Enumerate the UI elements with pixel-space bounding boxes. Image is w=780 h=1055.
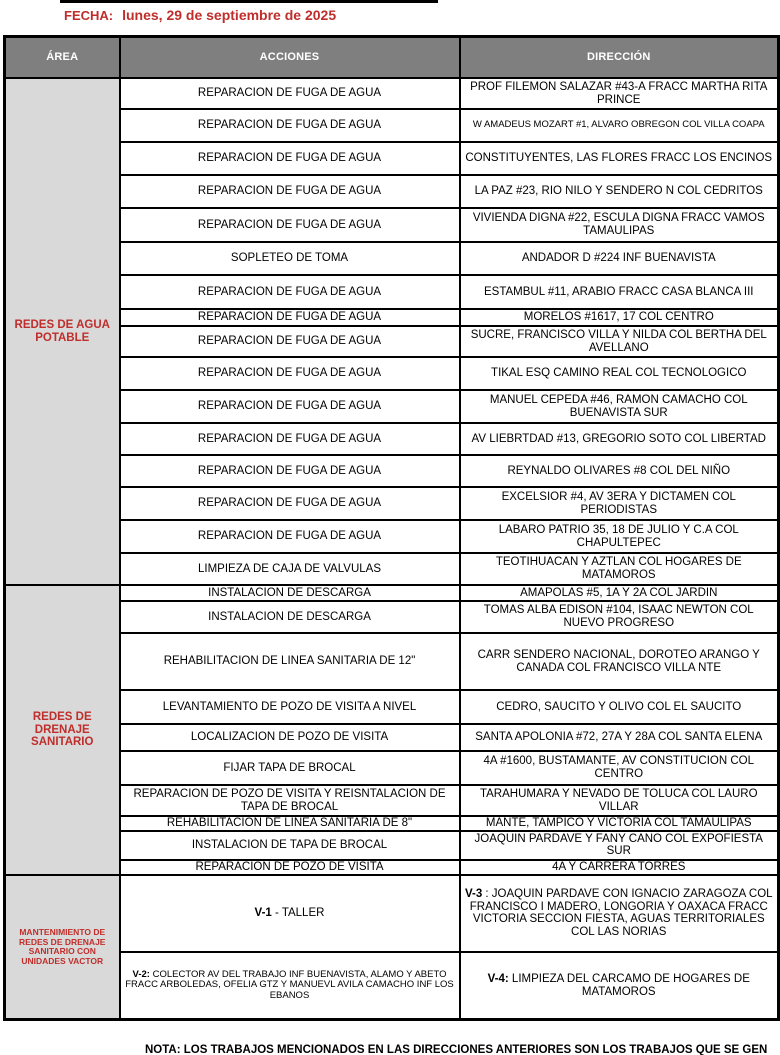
action-cell: REPARACION DE FUGA DE AGUA (120, 390, 460, 423)
table-row (5, 142, 779, 175)
table-row (5, 875, 779, 952)
action-cell: LIMPIEZA DE CAJA DE VALVULAS (120, 553, 460, 585)
column-header-direccion: DIRECCIÓN (460, 37, 779, 79)
table-row (5, 309, 779, 326)
direction-cell: CEDRO, SAUCITO Y OLIVO COL EL SAUCITO (460, 690, 779, 724)
action-cell: REHABILITACION DE LINEA SANITARIA DE 8" (120, 816, 460, 831)
table-row (5, 520, 779, 553)
table-row (5, 326, 779, 357)
fecha-value: lunes, 29 de septiembre de 2025 (122, 7, 337, 23)
direction-cell: VIVIENDA DIGNA #22, ESCULA DIGNA FRACC VAMOS TAMAULIPAS (460, 208, 779, 242)
direction-cell: CARR SENDERO NACIONAL, DOROTEO ARANGO Y CANADA COL FRANCISCO VILLA NTE (460, 633, 779, 690)
direction-cell: MANUEL CEPEDA #46, RAMON CAMACHO COL BUENAVISTA SUR (460, 390, 779, 423)
table-row (5, 109, 779, 142)
column-header-acciones: ACCIONES (120, 37, 460, 79)
action-cell: REPARACION DE FUGA DE AGUA (120, 455, 460, 487)
direction-cell: TIKAL ESQ CAMINO REAL COL TECNOLOGICO (460, 357, 779, 390)
table-row (5, 690, 779, 724)
direction-cell: 4A Y CARRERA TORRES (460, 860, 779, 875)
fecha-label: FECHA: (64, 8, 114, 23)
action-cell: INSTALACION DE DESCARGA (120, 585, 460, 601)
direction-cell: V-4: LIMPIEZA DEL CARCAMO DE HOGARES DE MATAMOROS (460, 952, 779, 1020)
action-cell: REPARACION DE POZO DE VISITA Y REISNTALACION DE TAPA DE BROCAL (120, 785, 460, 816)
vactor-unit-label: V-1 (254, 906, 272, 919)
action-cell: INSTALACION DE TAPA DE BROCAL (120, 831, 460, 860)
action-cell: REHABILITACION DE LINEA SANITARIA DE 12" (120, 633, 460, 690)
direction-cell: W AMADEUS MOZART #1, ALVARO OBREGON COL VILLA COAPA (460, 109, 779, 142)
area-cell: REDES DE AGUA POTABLE (5, 78, 120, 585)
table-row (5, 78, 779, 109)
action-cell: LOCALIZACION DE POZO DE VISITA (120, 724, 460, 751)
direction-cell: 4A #1600, BUSTAMANTE, AV CONSTITUCION COL CENTRO (460, 751, 779, 785)
table-row (5, 751, 779, 785)
vactor-unit-label: V-2: (132, 968, 150, 980)
direction-cell: TARAHUMARA Y NEVADO DE TOLUCA COL LAURO VILLAR (460, 785, 779, 816)
action-cell: REPARACION DE FUGA DE AGUA (120, 487, 460, 520)
action-cell: SOPLETEO DE TOMA (120, 242, 460, 275)
table-row (5, 860, 779, 875)
direction-cell: AV LIEBRTDAD #13, GREGORIO SOTO COL LIBERTAD (460, 423, 779, 455)
action-cell: REPARACION DE FUGA DE AGUA (120, 275, 460, 309)
direction-cell: REYNALDO OLIVARES #8 COL DEL NIÑO (460, 455, 779, 487)
date-header (64, 7, 336, 23)
action-cell: REPARACION DE FUGA DE AGUA (120, 78, 460, 109)
action-cell: REPARACION DE FUGA DE AGUA (120, 357, 460, 390)
area-cell: MANTENIMIENTO DE REDES DE DRENAJE SANITARIO CON UNIDADES VACTOR (5, 875, 120, 1020)
table-row (5, 601, 779, 633)
direction-cell: MORELOS #1617, 17 COL CENTRO (460, 309, 779, 326)
table-row (5, 455, 779, 487)
top-border-line (60, 0, 438, 3)
action-cell: REPARACION DE FUGA DE AGUA (120, 326, 460, 357)
table-row (5, 831, 779, 860)
action-cell: REPARACION DE FUGA DE AGUA (120, 142, 460, 175)
table-row (5, 357, 779, 390)
action-cell: V-1 - TALLER (120, 875, 460, 952)
direction-cell: LA PAZ #23, RIO NILO Y SENDERO N COL CEDRITOS (460, 175, 779, 208)
table-row (5, 275, 779, 309)
table-row (5, 785, 779, 816)
action-cell: INSTALACION DE DESCARGA (120, 601, 460, 633)
table-row (5, 724, 779, 751)
action-cell: REPARACION DE POZO DE VISITA (120, 860, 460, 875)
direction-cell: ESTAMBUL #11, ARABIO FRACC CASA BLANCA III (460, 275, 779, 309)
direction-cell: ANDADOR D #224 INF BUENAVISTA (460, 242, 779, 275)
direction-cell: V-3 : JOAQUIN PARDAVE CON IGNACIO ZARAGOZA COL FRANCISCO I MADERO, LONGORIA Y OAXACA FRACC VICTORIA SECCION FIESTA, AGUAS TERRITORIALES COL LAS NORIAS (460, 875, 779, 952)
action-cell: REPARACION DE FUGA DE AGUA (120, 175, 460, 208)
vactor-unit-label: V-4: (487, 972, 509, 985)
direction-cell: MANTE, TAMPICO Y VICTORIA COL TAMAULIPAS (460, 816, 779, 831)
area-cell: REDES DE DRENAJE SANITARIO (5, 585, 120, 875)
work-report-table (3, 35, 780, 1021)
action-cell: REPARACION DE FUGA DE AGUA (120, 309, 460, 326)
action-cell: REPARACION DE FUGA DE AGUA (120, 208, 460, 242)
column-header-area: ÁREA (5, 37, 120, 79)
direction-cell: TEOTIHUACAN Y AZTLAN COL HOGARES DE MATAMOROS (460, 553, 779, 585)
table-row (5, 208, 779, 242)
direction-cell: JOAQUIN PARDAVE Y FANY CANO COL EXPOFIESTA SUR (460, 831, 779, 860)
table-row (5, 816, 779, 831)
action-cell: FIJAR TAPA DE BROCAL (120, 751, 460, 785)
direction-cell: PROF FILEMON SALAZAR #43-A FRACC MARTHA RITA PRINCE (460, 78, 779, 109)
table-row (5, 633, 779, 690)
table-row (5, 390, 779, 423)
table-body (5, 78, 779, 1020)
direction-cell: AMAPOLAS #5, 1A Y 2A COL JARDIN (460, 585, 779, 601)
table-row (5, 553, 779, 585)
action-cell: REPARACION DE FUGA DE AGUA (120, 423, 460, 455)
action-cell: V-2: COLECTOR AV DEL TRABAJO INF BUENAVISTA, ALAMO Y ABETO FRACC ARBOLEDAS, OFELIA GTZ Y MANUEVL AVILA CAMACHO INF LOS EBANOS (120, 952, 460, 1020)
table-header-row (5, 37, 779, 79)
direction-cell: CONSTITUYENTES, LAS FLORES FRACC LOS ENCINOS (460, 142, 779, 175)
table-row (5, 952, 779, 1020)
table-row (5, 585, 779, 601)
action-cell: LEVANTAMIENTO DE POZO DE VISITA A NIVEL (120, 690, 460, 724)
direction-cell: TOMAS ALBA EDISON #104, ISAAC NEWTON COL NUEVO PROGRESO (460, 601, 779, 633)
footer-note: NOTA: LOS TRABAJOS MENCIONADOS EN LAS DIRECCIONES ANTERIORES SON LOS TRABAJOS QUE SE GEN (145, 1044, 768, 1055)
direction-cell: SANTA APOLONIA #72, 27A Y 28A COL SANTA ELENA (460, 724, 779, 751)
direction-cell: EXCELSIOR #4, AV 3ERA Y DICTAMEN COL PERIODISTAS (460, 487, 779, 520)
action-cell: REPARACION DE FUGA DE AGUA (120, 109, 460, 142)
table-row (5, 242, 779, 275)
action-cell: REPARACION DE FUGA DE AGUA (120, 520, 460, 553)
vactor-unit-label: V-3 (464, 887, 483, 900)
direction-cell: LABARO PATRIO 35, 18 DE JULIO Y C.A COL CHAPULTEPEC (460, 520, 779, 553)
table-row (5, 423, 779, 455)
direction-cell: SUCRE, FRANCISCO VILLA Y NILDA COL BERTHA DEL AVELLANO (460, 326, 779, 357)
table-row (5, 175, 779, 208)
table-row (5, 487, 779, 520)
